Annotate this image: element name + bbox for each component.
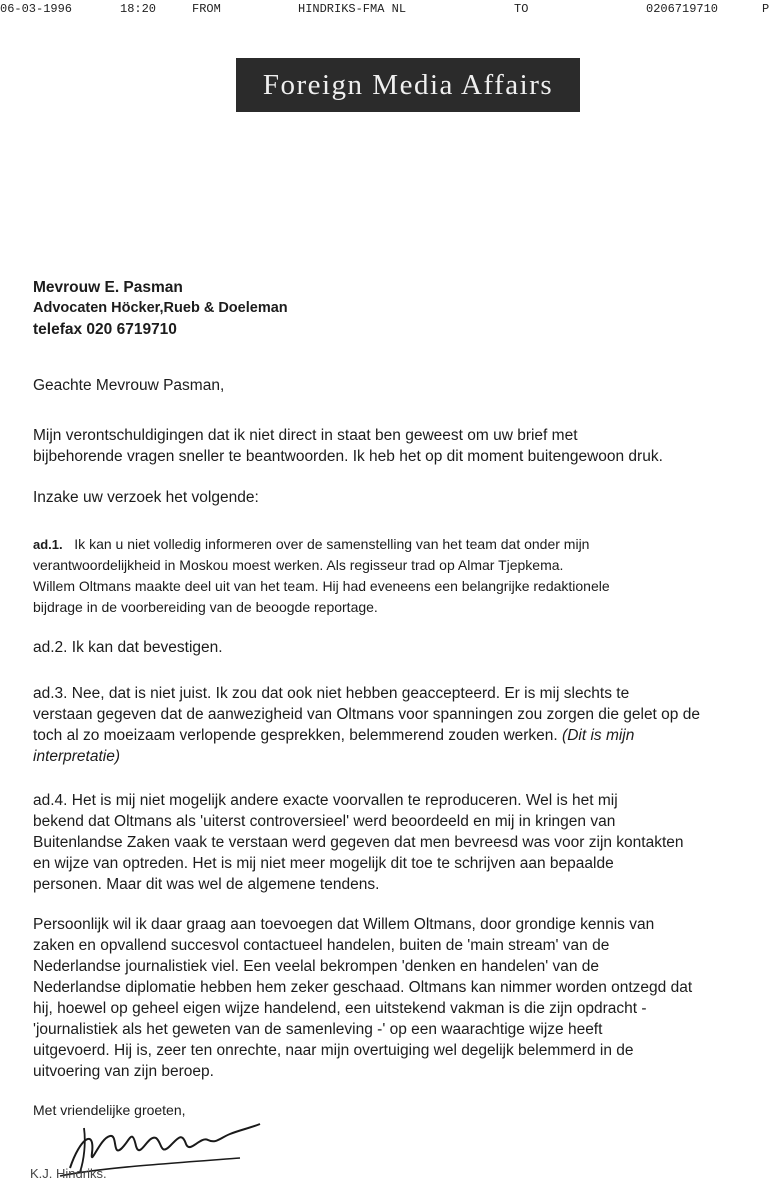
fax-to-value: 0206719710 bbox=[646, 2, 719, 16]
recipient-name: Mevrouw E. Pasman bbox=[33, 279, 183, 296]
fax-header bbox=[0, 2, 773, 20]
personal-line: uitvoering van zijn beroep. bbox=[33, 1063, 214, 1080]
ad3-note-line: interpretatie) bbox=[33, 748, 121, 765]
recipient-firm: Advocaten Höcker,Rueb & Doeleman bbox=[33, 300, 288, 316]
personal-line: Nederlandse diplomatie hebben hem zeker geschaad. Oltmans kan nimmer worden ontzegd dat bbox=[33, 979, 693, 996]
personal-line: Nederlandse journalistiek viel. Een veelal bekrompen 'denken en handelen' van de bbox=[33, 958, 600, 975]
closing: Met vriendelijke groeten, bbox=[33, 1102, 186, 1118]
ad1-line-1 bbox=[33, 534, 768, 555]
fax-date: 06-03-1996 bbox=[0, 2, 73, 16]
ad1-line: verantwoordelijkheid in Moskou moest werken. Als regisseur trad op Almar Tjepkema. bbox=[33, 557, 564, 573]
salutation: Geachte Mevrouw Pasman, bbox=[33, 377, 225, 394]
personal-paragraph bbox=[33, 914, 768, 1082]
recipient-fax: telefax 020 6719710 bbox=[33, 321, 177, 338]
ad1-text: Ik kan u niet volledig informeren over de samenstelling van het team dat onder mijn bbox=[74, 536, 590, 552]
personal-line: hij, hoewel op geheel eigen wijze handelend, een uitstekend vakman is die zijn opdracht - bbox=[33, 1000, 647, 1017]
fax-to-label: TO bbox=[514, 2, 529, 16]
fax-time: 18:20 bbox=[120, 2, 157, 16]
ad4-line: Buitenlandse Zaken vaak te verstaan werd gegeven dat men bevreesd was voor zijn kontakten bbox=[33, 834, 684, 851]
ad3-note: (Dit is mijn bbox=[562, 727, 635, 744]
ad3-line-3 bbox=[33, 725, 768, 746]
intro-line: Mijn verontschuldigingen dat ik niet direct in staat ben geweest om uw brief met bbox=[33, 427, 578, 444]
fax-from-label: FROM bbox=[192, 2, 221, 16]
fax-from-value: HINDRIKS-FMA NL bbox=[298, 2, 407, 16]
ad4-line: personen. Maar dit was wel de algemene tendens. bbox=[33, 876, 380, 893]
intro-paragraph bbox=[33, 425, 768, 467]
logo-text: Foreign Media Affairs bbox=[262, 68, 554, 101]
ad3-line: ad.3. Nee, dat is niet juist. Ik zou dat ook niet hebben geaccepteerd. Er is mij slechts te bbox=[33, 685, 630, 702]
personal-line: Persoonlijk wil ik daar graag aan toevoegen dat Willem Oltmans, door grondige kennis van bbox=[33, 916, 655, 933]
ad1-paragraph bbox=[33, 534, 768, 618]
personal-line: uitgevoerd. Hij is, zeer ten onrechte, naar mijn overtuiging wel degelijk belemmerd in de bbox=[33, 1042, 634, 1059]
ad3-line: verstaan gegeven dat de aanwezigheid van Oltmans voor spanningen zou zorgen die gelet op de bbox=[33, 706, 700, 723]
ad1-line: Willem Oltmans maakte deel uit van het team. Hij had eveneens een belangrijke redaktionele bbox=[33, 578, 610, 594]
request-intro: Inzake uw verzoek het volgende: bbox=[33, 489, 259, 506]
ad2-paragraph: ad.2. Ik kan dat bevestigen. bbox=[33, 639, 223, 656]
personal-line: zaken en opvallend succesvol contactueel handelen, buiten de 'main stream' van de bbox=[33, 937, 610, 954]
ad4-line: en wijze van optreden. Het is mij niet meer mogelijk dit toe te schrijven aan bepaalde bbox=[33, 855, 614, 872]
fax-page: P bbox=[762, 2, 770, 16]
signer-name: K.J. Hindriks. bbox=[30, 1166, 107, 1181]
letterhead-logo bbox=[236, 58, 580, 112]
ad3-paragraph bbox=[33, 683, 768, 767]
ad4-line: ad.4. Het is mij niet mogelijk andere exacte voorvallen te reproduceren. Wel is het mij bbox=[33, 792, 618, 809]
ad1-line: bijdrage in de voorbereiding van de beoogde reportage. bbox=[33, 599, 378, 615]
ad3-text: toch al zo moeizaam verlopende gesprekken, belemmerend zouden werken. bbox=[33, 727, 558, 744]
ad1-tag: ad.1. bbox=[33, 537, 63, 552]
personal-line: 'journalistiek als het geweten van de samenleving -' op een waarachtige wijze heeft bbox=[33, 1021, 603, 1038]
ad4-line: bekend dat Oltmans als 'uiterst controversieel' werd beoordeeld en mij in kringen van bbox=[33, 813, 616, 830]
ad4-paragraph bbox=[33, 790, 768, 895]
intro-line: bijbehorende vragen sneller te beantwoorden. Ik heb het op dit moment buitengewoon druk. bbox=[33, 448, 663, 465]
